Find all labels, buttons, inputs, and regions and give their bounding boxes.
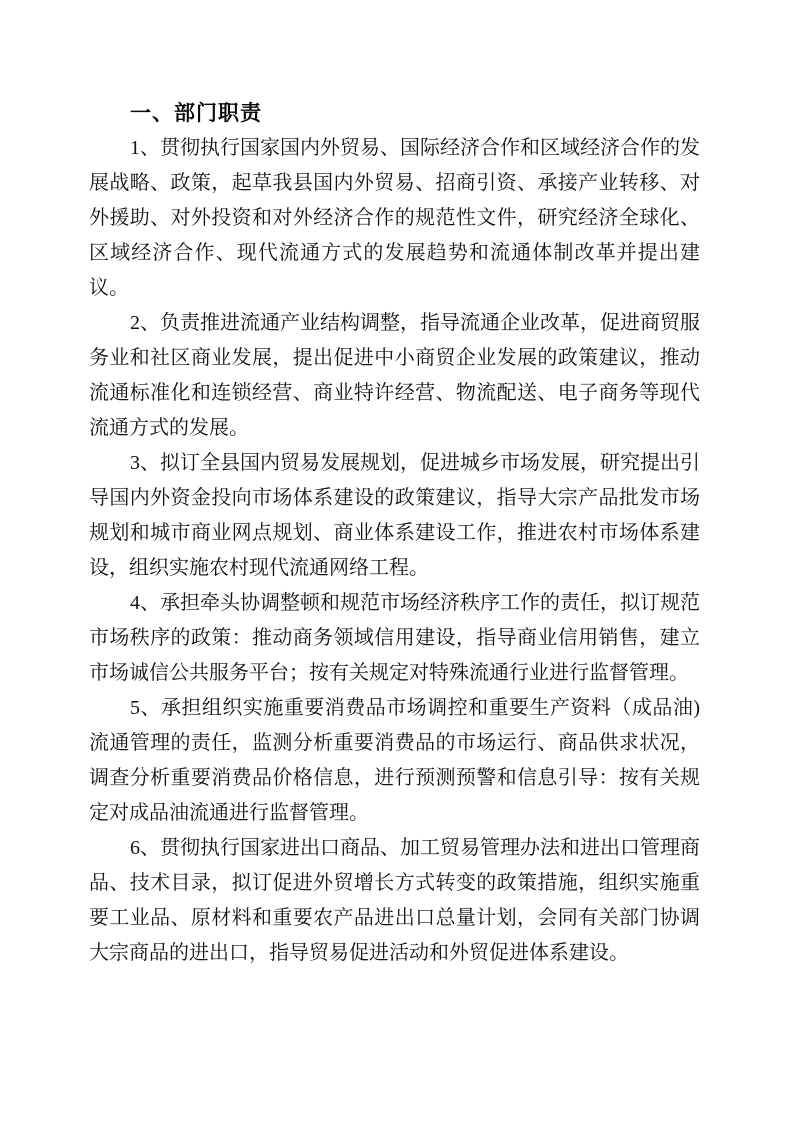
section-heading: 一、部门职责: [130, 102, 262, 125]
paragraph-duty-2: 2、负责推进流通产业结构调整，指导流通企业改革，促进商贸服务业和社区商业发展，提出促进中小商贸企业发展的政策建议，推动流通标准化和连锁经营、商业特许经营、物流配送、电子商务等现代流通方式的发展。: [89, 312, 700, 439]
paragraph-duty-3: 3、拟订全县国内贸易发展规划，促进城乡市场发展，研究提出引导国内外资金投向市场体系建设的政策建议，指导大宗产品批发市场规划和城市商业网点规划、商业体系建设工作，推进农村市场体系建设，组织实施农村现代流通网络工程。: [89, 452, 700, 579]
paragraph-duty-4: 4、承担牵头协调整顿和规范市场经济秩序工作的责任，拟订规范市场秩序的政策：推动商务领域信用建设，指导商业信用销售，建立市场诚信公共服务平台；按有关规定对特殊流通行业进行监督管理。: [89, 592, 700, 684]
paragraph-duty-6: 6、贯彻执行国家进出口商品、加工贸易管理办法和进出口管理商品、技术目录，拟订促进外贸增长方式转变的政策措施，组织实施重要工业品、原材料和重要农产品进出口总量计划，会同有关部门协调大宗商品的进出口，指导贸易促进活动和外贸促进体系建设。: [89, 837, 700, 964]
document-content: [89, 96, 700, 971]
paragraph-duty-5: 5、承担组织实施重要消费品市场调控和重要生产资料（成品油)流通管理的责任，监测分析重要消费品的市场运行、商品供求状况，调查分析重要消费品价格信息，进行预测预警和信息引导：按有关规定对成品油流通进行监督管理。: [89, 697, 700, 824]
paragraph-duty-1: 1、贯彻执行国家国内外贸易、国际经济合作和区域经济合作的发展战略、政策，起草我县国内外贸易、招商引资、承接产业转移、对外援助、对外投资和对外经济合作的规范性文件，研究经济全球化、区域经济合作、现代流通方式的发展趋势和流通体制改革并提出建议。: [89, 137, 700, 299]
